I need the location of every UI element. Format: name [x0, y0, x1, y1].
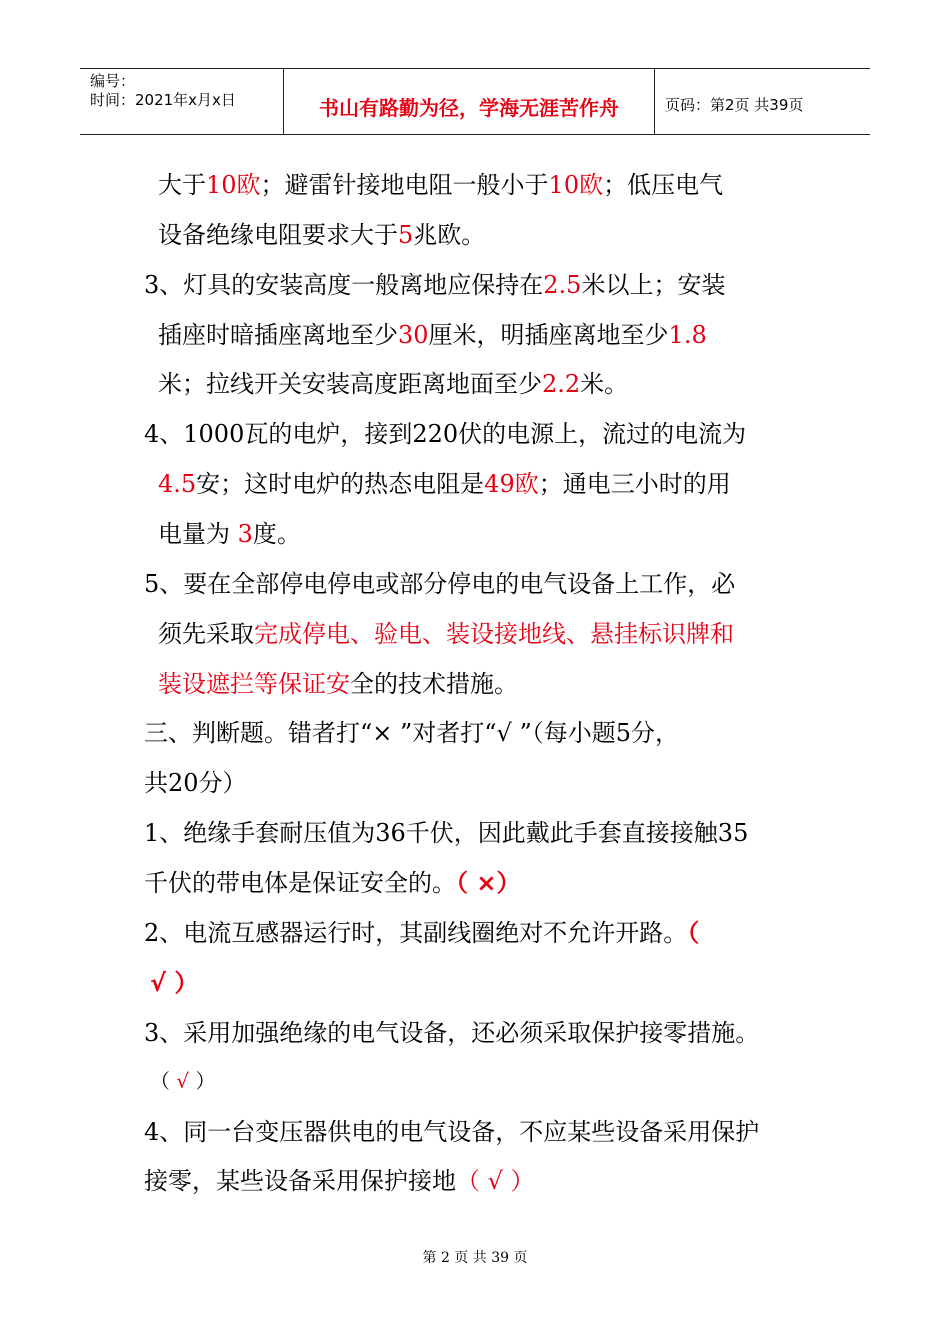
text-run: ）	[189, 1069, 216, 1093]
text-line	[158, 220, 485, 250]
text-run: （	[150, 1069, 177, 1093]
text-line	[158, 669, 518, 699]
text-run: 须先采取	[158, 620, 254, 648]
text-run: 3、灯具的安装高度一般离地应保持在	[144, 271, 544, 299]
header-meta-cell	[80, 69, 283, 134]
text-run: 设备绝缘电阻要求大于	[158, 221, 398, 249]
header-motto-cell	[283, 69, 655, 134]
text-line	[158, 170, 723, 200]
header-motto: 书山有路勤为径，学海无涯苦作舟	[319, 96, 619, 120]
text-run: 米以上；安装	[581, 271, 726, 299]
text-run: 1、绝缘手套耐压值为36千伏，因此戴此手套直接接触35	[144, 819, 749, 847]
text-run: 2、电流互感器运行时，其副线圈绝对不允许开路。	[144, 919, 688, 947]
text-run: 共20分）	[144, 769, 247, 797]
text-line	[144, 768, 247, 798]
question-line	[144, 818, 748, 848]
text-run: 全的技术措施。	[350, 670, 518, 698]
answer-run: 2.5	[543, 271, 582, 299]
answer-run: 4.5	[158, 470, 197, 498]
question-line	[144, 1018, 759, 1048]
text-line	[150, 1066, 215, 1096]
text-run: 5、要在全部停电停电或部分停电的电气设备上工作，必	[144, 570, 736, 598]
text-run: 千伏的带电体是保证安全的。	[144, 869, 456, 897]
text-run: ；通电三小时的用	[538, 470, 731, 498]
question-line	[144, 1117, 759, 1147]
text-run: 接零，某些设备采用保护接地	[144, 1167, 456, 1195]
text-run: 三、判断题。错者打“× ”对者打“√ ”（每小题5分，	[144, 719, 680, 747]
header-page-cell	[655, 69, 870, 134]
text-run: 插座时暗插座离地至少	[158, 321, 398, 349]
text-line	[158, 519, 301, 549]
text-run: 3、采用加强绝缘的电气设备，还必须采取保护接零措施。	[144, 1019, 760, 1047]
answer-mark: （ ×）	[456, 869, 521, 897]
text-run: 电量为	[158, 520, 238, 548]
text-line	[150, 968, 198, 998]
answer-mark: √ ）	[150, 969, 199, 997]
document-number-label: 编号：	[90, 72, 136, 90]
text-line	[144, 868, 520, 898]
text-run: 度。	[252, 520, 301, 548]
answer-run: 3	[237, 520, 253, 548]
text-run: 4、1000瓦的电炉，接到220伏的电源上，流过的电流为	[144, 420, 747, 448]
answer-run: 5	[398, 221, 414, 249]
text-run: ；避雷针接地电阻一般小于	[260, 171, 549, 199]
question-line	[144, 569, 735, 599]
answer-run: 10欧	[206, 171, 261, 199]
text-run: ；低压电气	[603, 171, 724, 199]
text-line	[158, 320, 707, 350]
text-run: 厘米，明插座离地至少	[428, 321, 669, 349]
question-line	[144, 918, 699, 948]
answer-run: 49欧	[484, 470, 539, 498]
text-line	[158, 369, 628, 399]
answer-run: 装设遮拦等保证安	[158, 670, 350, 698]
answer-mark: （ √ ）	[456, 1167, 535, 1195]
answer-mark: √	[176, 1069, 190, 1093]
text-run: 米；拉线开关安装高度距离地面至少	[158, 370, 542, 398]
answer-run: 10欧	[548, 171, 604, 199]
text-line	[158, 619, 734, 649]
answer-run: 2.2	[542, 370, 581, 398]
question-line	[144, 419, 746, 449]
page-header	[80, 68, 870, 135]
text-run: 米。	[580, 370, 629, 398]
question-line	[144, 270, 725, 300]
section-heading	[144, 718, 679, 748]
text-line	[158, 469, 731, 499]
answer-mark: （	[687, 919, 700, 947]
answer-run: 完成停电、验电、装设接地线、悬挂标识牌和	[254, 620, 734, 648]
text-run: 兆欧。	[413, 221, 486, 249]
page-footer: 第 2 页 共 39 页	[422, 1250, 528, 1266]
answer-run: 30	[398, 321, 429, 349]
text-run: 大于	[158, 171, 206, 199]
header-page-info: 页码：第2页 共39页	[665, 96, 804, 114]
document-time-label: 时间：2021年x月x日	[90, 91, 236, 109]
text-run: 安；这时电炉的热态电阻是	[196, 470, 485, 498]
answer-run: 1.8	[668, 321, 707, 349]
text-run: 4、同一台变压器供电的电气设备，不应某些设备采用保护	[144, 1118, 760, 1146]
text-line	[144, 1166, 535, 1196]
